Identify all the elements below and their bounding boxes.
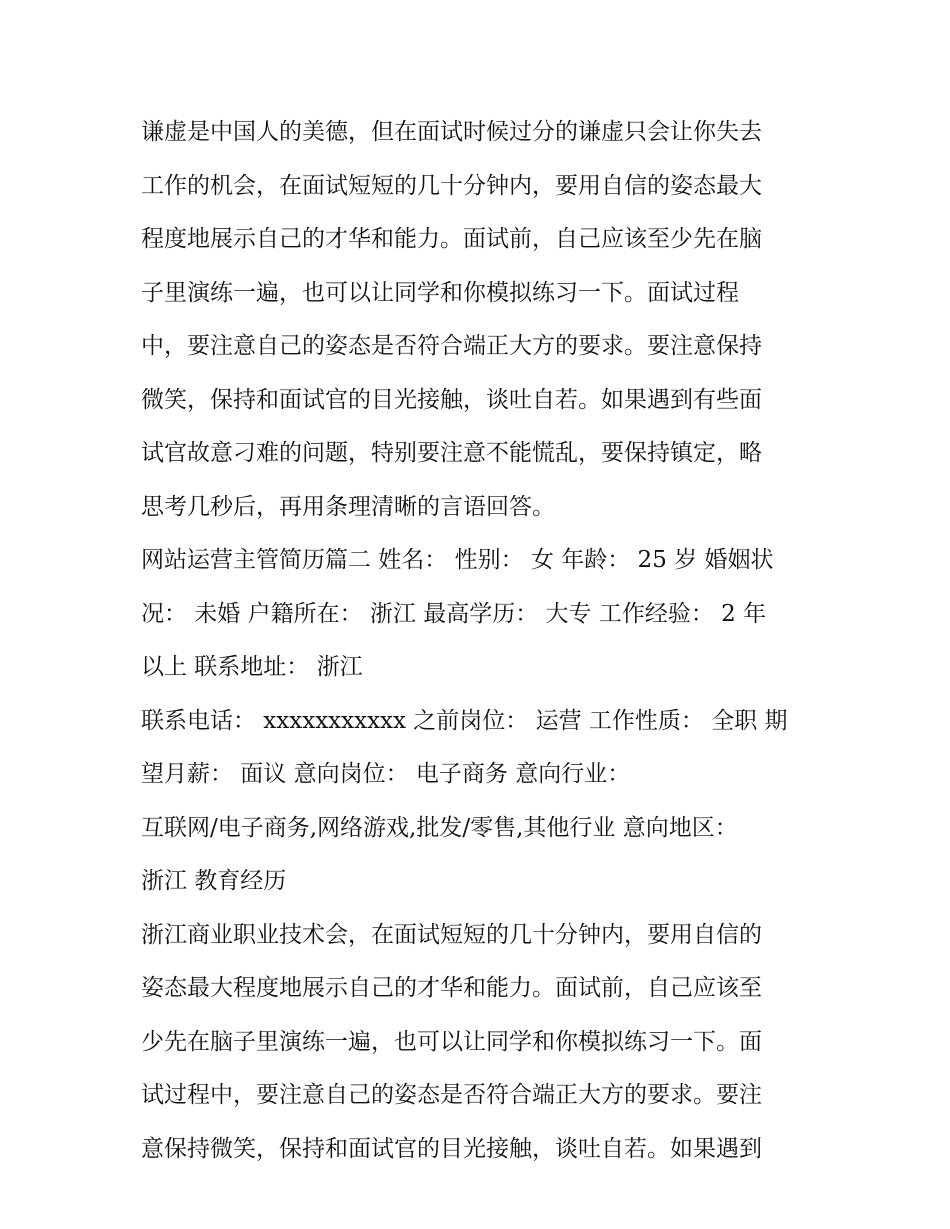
text-line: 互联网/电子商务,网络游戏,批发/零售,其他行业 意向地区：	[141, 814, 738, 841]
text-line: 思考几秒后，再用条理清晰的言语回答。	[141, 493, 555, 520]
text-line: 试过程中，要注意自己的姿态是否符合端正大方的要求。要注	[141, 1082, 762, 1108]
text-line: 望月薪： 面议 意向岗位： 电子商务 意向行业：	[141, 761, 631, 787]
text-line: 程度地展示自己的才华和能力。面试前，自己应该至少先在脑	[141, 226, 762, 252]
text-line: 谦虚是中国人的美德，但在面试时候过分的谦虚只会让你失去	[141, 119, 762, 145]
body-text	[141, 106, 821, 1176]
text-line: 意保持微笑，保持和面试官的目光接触，谈吐自若。如果遇到	[141, 1135, 762, 1162]
text-line: 少先在脑子里演练一遍，也可以让同学和你模拟练习一下。面	[141, 1028, 762, 1055]
text-line: 况： 未婚 户籍所在： 浙江 最高学历： 大专 工作经验： 2 年	[141, 600, 767, 627]
text-line: 中，要注意自己的姿态是否符合端正大方的要求。要注意保持	[141, 333, 762, 359]
text-line: 浙江商业职业技术会，在面试短短的几十分钟内，要用自信的	[141, 921, 762, 948]
text-line: 微笑，保持和面试官的目光接触，谈吐自若。如果遇到有些面	[141, 386, 762, 413]
text-line: 试官故意刁难的问题，特别要注意不能慌乱，要保持镇定，略	[141, 440, 762, 466]
text-line: 子里演练一遍，也可以让同学和你模拟练习一下。面试过程	[141, 279, 739, 306]
text-line: 以上 联系地址： 浙江	[141, 654, 363, 680]
text-line: 联系电话： xxxxxxxxxxx 之前岗位： 运营 工作性质： 全职 期	[141, 707, 788, 734]
text-line: 工作的机会，在面试短短的几十分钟内，要用自信的姿态最大	[141, 172, 762, 199]
resume-heading-line: 网站运营主管简历篇二 姓名： 性别： 女 年龄： 25 岁 婚姻状	[141, 547, 774, 573]
education-heading-line: 浙江 教育经历	[141, 868, 287, 894]
text-line: 姿态最大程度地展示自己的才华和能力。面试前，自己应该至	[141, 975, 762, 1001]
